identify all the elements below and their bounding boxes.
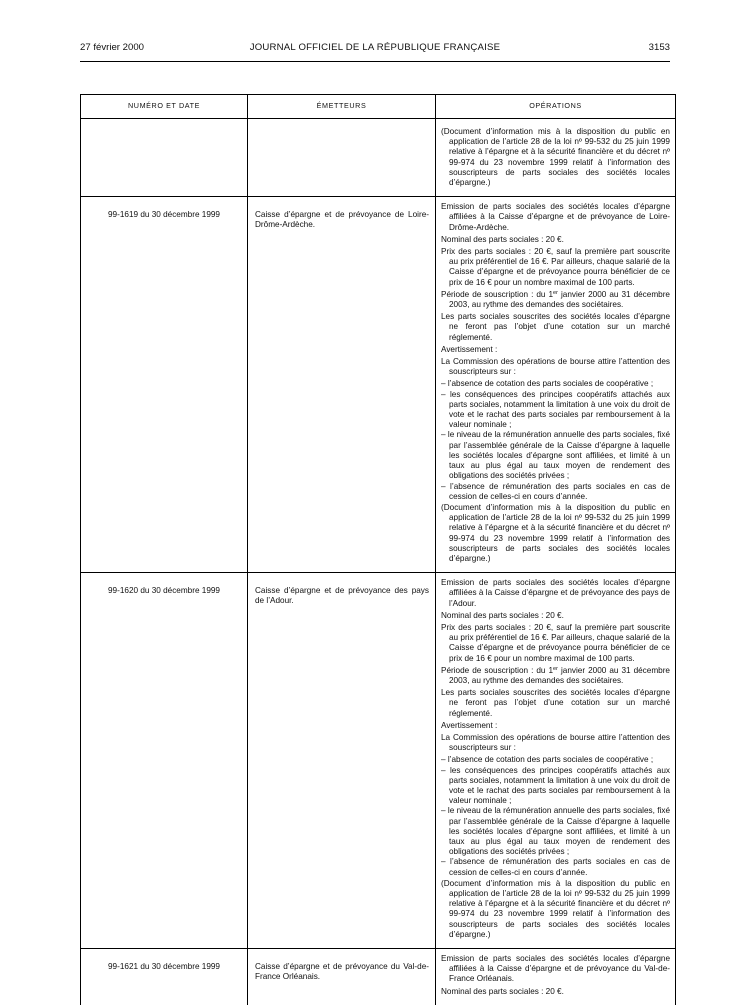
operation-line: Avertissement :: [441, 720, 498, 730]
operation-line: Emission de parts sociales des sociétés locales d’épargne affiliées à la Caisse d’épargne et de prévoyance du Val-de-France Orléanais.: [441, 954, 670, 984]
table-row: [81, 949, 676, 1005]
operation-line: La Commission des opérations de bourse attire l’attention des souscripteurs sur :: [441, 732, 670, 753]
warning-item: – les conséquences des principes coopératifs attachés aux parts sociales, notamment la limitation à une voix du droit de vote et le rachat des parts sociales par remboursement à la valeur nominale ;: [441, 765, 670, 806]
page-header: [80, 43, 670, 57]
warning-item: – l’absence de cotation des parts sociales de coopérative ;: [441, 379, 654, 389]
cell-numero: 99-1620 du 30 décembre 1999: [81, 573, 248, 949]
header-date: 27 février 2000: [80, 42, 144, 53]
operation-line: Avertissement :: [441, 344, 498, 354]
operation-line: La Commission des opérations de bourse attire l’attention des souscripteurs sur :: [441, 357, 670, 377]
operation-line: Nominal des parts sociales : 20 €.: [441, 610, 564, 620]
warning-item: – l’absence de rémunération des parts sociales en cas de cession de celles-ci en cours d’année.: [441, 857, 670, 877]
warning-item: – les conséquences des principes coopératifs attachés aux parts sociales, notamment la limitation à une voix du droit de vote et le rachat des parts sociales par remboursement à la valeur nominale ;: [441, 389, 670, 430]
ordinal-suffix: er: [553, 665, 558, 672]
header-title: JOURNAL OFFICIEL DE LA RÉPUBLIQUE FRANÇAISE: [249, 42, 501, 53]
operation-line: Prix des parts sociales : 20 €, sauf la première part souscrite au prix préférentiel de 16 €. Par ailleurs, chaque salarié de la Caisse d’épargne et de prévoyance pourra bénéficier de ce prix de 16 € pour un nombre maximal de 100 parts.: [441, 622, 670, 663]
operation-document: (Document d’information mis à la disposition du public en application de l’article 28 de la loi nº 99-532 du 25 juin 1999 relative à l’épargne et à la sécurité financière et du décret nº 99-974 du 23 novembre 1999 relatif à l’information des souscripteurs de parts sociales des sociétés locales d’épargne.): [441, 127, 670, 188]
table-row: [81, 573, 676, 949]
page-number: 3153: [648, 42, 670, 53]
column-header-operations: OPÉRATIONS: [436, 95, 676, 119]
table-header-row: [81, 95, 676, 119]
cell-numero: 99-1619 du 30 décembre 1999: [81, 197, 248, 573]
warning-item: – le niveau de la rémunération annuelle des parts sociales, fixé par l’assemblée générale de la Caisse d’épargne à laquelle les sociétés locales d’épargne sont affiliées, et limité à un taux au plus égal au taux moyen de rendement des obligations des sociétés privées ;: [441, 430, 670, 481]
cell-operations: [436, 197, 676, 573]
operation-line: Nominal des parts sociales : 20 €.: [441, 986, 564, 996]
column-header-emetteurs: ÉMETTEURS: [248, 95, 436, 119]
warning-item: – l’absence de cotation des parts sociales de coopérative ;: [441, 755, 654, 765]
operation-document: (Document d’information mis à la disposition du public en application de l’article 28 de la loi nº 99-532 du 25 juin 1999 relative à l’épargne et à la sécurité financière et du décret nº 99-974 du 23 novembre 1999 relatif à l’information des souscripteurs de parts sociales des sociétés locales d’épargne.): [441, 878, 670, 939]
cell-operations: [436, 949, 676, 1005]
cell-numero: 99-1621 du 30 décembre 1999: [81, 949, 248, 1005]
operation-line: Nominal des parts sociales : 20 €.: [441, 234, 564, 244]
table-row-continuation: [81, 119, 676, 197]
cell-operations: [436, 573, 676, 949]
operation-document: (Document d’information mis à la disposition du public en application de l’article 28 de la loi nº 99-532 du 25 juin 1999 relative à l’épargne et à la sécurité financière et du décret nº 99-974 du 23 novembre 1999 relatif à l’information des souscripteurs de parts sociales des sociétés locales d’épargne.): [441, 502, 670, 563]
table-row: [81, 197, 676, 573]
operation-line: Emission de parts sociales des sociétés locales d’épargne affiliées à la Caisse d’épargne et de prévoyance de Loire-Drôme-Ardèche.: [441, 202, 670, 232]
cell-emetteur: Caisse d’épargne et de prévoyance de Loire-Drôme-Ardèche.: [248, 197, 436, 573]
operation-line: Les parts sociales souscrites des sociétés locales d’épargne ne feront pas l’objet d’une cotation sur un marché réglementé.: [441, 312, 670, 342]
operation-line: Les parts sociales souscrites des sociétés locales d’épargne ne feront pas l’objet d’une cotation sur un marché réglementé.: [441, 688, 670, 718]
cell-emetteur: Caisse d’épargne et de prévoyance des pays de l’Adour.: [248, 573, 436, 949]
operations-table: [80, 94, 676, 1005]
cell-numero: [81, 119, 248, 197]
ordinal-suffix: er: [553, 289, 558, 296]
warning-item: – l’absence de rémunération des parts sociales en cas de cession de celles-ci en cours d’année.: [441, 481, 670, 501]
cell-emetteur: Caisse d’épargne et de prévoyance du Val-de-France Orléanais.: [248, 949, 436, 1005]
warning-item: – le niveau de la rémunération annuelle des parts sociales, fixé par l’assemblée générale de la Caisse d’épargne à laquelle les sociétés locales d’épargne sont affiliées, et limité à un taux au plus égal au taux moyen de rendement des obligations des sociétés privées ;: [441, 806, 670, 857]
operation-line: Prix des parts sociales : 20 €, sauf la première part souscrite au prix préférentiel de 16 €. Par ailleurs, chaque salarié de la Caisse d’épargne et de prévoyance pourra bénéficier de ce prix de 16 € pour un nombre maximal de 100 parts.: [441, 247, 670, 287]
header-rule: [80, 61, 670, 62]
cell-emetteur: [248, 119, 436, 197]
cell-operations: [436, 119, 676, 197]
operation-line: Période de souscription : du 1er janvier 2000 au 31 décembre 2003, au rythme des demandes des sociétaires.: [441, 665, 670, 685]
operation-line: Emission de parts sociales des sociétés locales d’épargne affiliées à la Caisse d’épargne et de prévoyance des pays de l’Adour.: [441, 578, 670, 608]
operation-line: Période de souscription : du 1er janvier 2000 au 31 décembre 2003, au rythme des demandes des sociétaires.: [441, 289, 670, 310]
column-header-numero: NUMÉRO ET DATE: [81, 95, 248, 119]
